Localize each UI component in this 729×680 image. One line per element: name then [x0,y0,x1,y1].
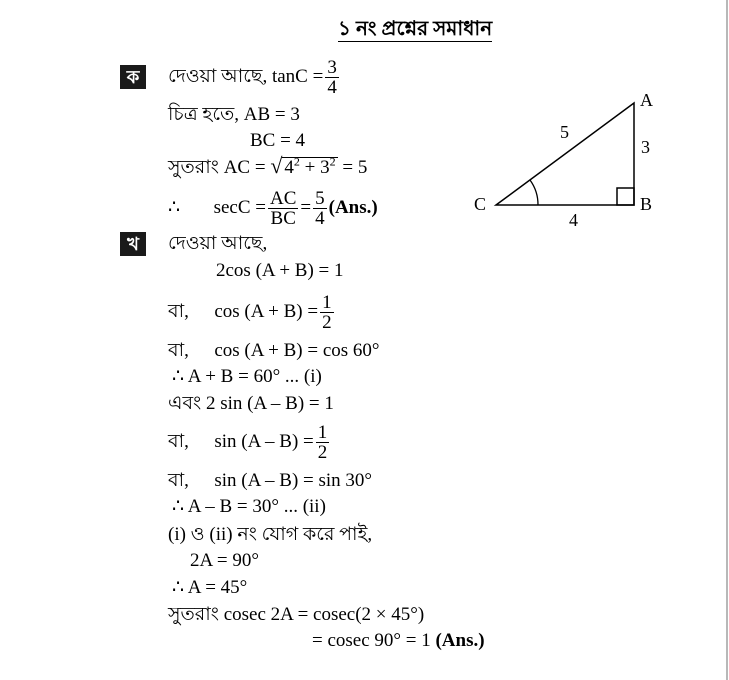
sec-num-1: AC [270,188,297,210]
kha-line-11: ∴ A = 45° [172,577,248,598]
ba-label: বা, [168,340,189,361]
exp-a: 2 [293,154,300,169]
vertex-b-label: B [640,194,653,214]
ka-ac-rhs: = 5 [342,157,368,178]
ka-tan-fraction [325,58,339,97]
kha-line-4: ∴ A + B = 60° ... (i) [172,366,322,387]
kha-line-6 [168,420,331,464]
kha-so-label: সুতরাং [168,604,219,625]
ka-sec-fraction-2 [313,189,327,228]
sqrt-sign: √ [270,153,283,178]
ba-label: বা, [168,301,189,322]
ka-tan-den: 4 [327,77,337,99]
kha-line-9: (i) ও (ii) নং যোগ করে পাই, [168,524,373,545]
therefore-symbol: ∴ [168,197,181,218]
ka-sec-line: ∴ secC = $\frac{AC}{BC}$ = $\frac{5}{4}$ (Ans.) [168,188,378,230]
vertex-a-label: A [640,90,653,110]
ka-fig-label: চিত্র হতে, [168,104,240,125]
half-num-2: 1 [317,422,328,444]
half-den: 2 [322,312,332,334]
kha-line-1: 2cos (A + B) = 1 [216,260,344,281]
kha-line-12 [168,604,424,626]
angle-c-arc [530,180,538,205]
radicand-b: 3 [320,157,330,178]
triangle-diagram [468,86,678,231]
half-fraction [320,293,334,332]
half-num: 1 [322,292,332,314]
kha-ans: (Ans.) [435,630,485,651]
ka-radicand: $4^2 + 3^2$ [284,154,336,178]
ka-tan-num: 3 [327,57,337,79]
side-ac-label: 5 [560,122,569,142]
half-fraction-2 [316,423,330,462]
ka-fig-line [168,104,300,126]
kha-line-3-text: cos (A + B) = cos 60° [214,340,380,361]
sec-num-2: 5 [315,188,325,210]
side-bc-label: 4 [569,210,578,230]
ka-ans: (Ans.) [328,197,378,218]
radicand-a: 4 [284,157,294,178]
ba-label: বা, [168,470,189,491]
ka-sec-fraction-1 [268,189,298,228]
sec-den-2: 4 [315,208,325,230]
part-ka-marker: ক [120,65,146,89]
exp-b: 2 [329,154,336,169]
kha-line-10: 2A = 90° [190,550,259,571]
kha-line-2 [168,290,336,334]
kha-line-13 [312,630,485,652]
kha-line-2-lhs: cos (A + B) = [214,301,319,322]
kha-line-13-text: = cosec 90° = 1 [312,630,431,651]
sec-den-1: BC [270,208,296,230]
ka-given-line [168,55,341,99]
kha-line-7-text: sin (A – B) = sin 30° [214,470,373,491]
side-ab-label: 3 [641,137,650,157]
page-right-border [726,0,728,680]
triangle-shape [496,103,634,205]
ka-so-label: সুতরাং [168,157,219,178]
kha-line-6-lhs: sin (A – B) = [214,431,314,452]
kha-line-5 [168,393,334,415]
kha-given-label: দেওয়া আছে, [168,233,268,254]
right-angle-mark [617,188,634,205]
ka-given-label: দেওয়া আছে, [168,66,268,87]
ka-ab: AB = 3 [243,104,300,125]
kha-line-7 [168,470,372,492]
ka-ac-line [168,155,367,179]
kha-line-12-text: cosec 2A = cosec(2 × 45°) [223,604,425,625]
ka-given-lhs: tanC = [271,66,324,87]
and-label: এবং [168,393,202,414]
kha-line-3 [168,340,380,362]
ba-label: বা, [168,431,189,452]
half-den-2: 2 [317,442,328,464]
part-kha-marker: খ [120,232,146,256]
ka-ac-lhs: AC = [223,157,266,178]
vertex-c-label: C [474,194,487,214]
ka-bc: BC = 4 [250,130,306,151]
ka-sec-lhs: secC = [213,197,266,218]
kha-line-5-text: 2 sin (A – B) = 1 [205,393,334,414]
kha-line-8: ∴ A – B = 30° ... (ii) [172,496,326,517]
solution-title: ১ নং প্রশ্নের সমাধান [338,18,493,40]
